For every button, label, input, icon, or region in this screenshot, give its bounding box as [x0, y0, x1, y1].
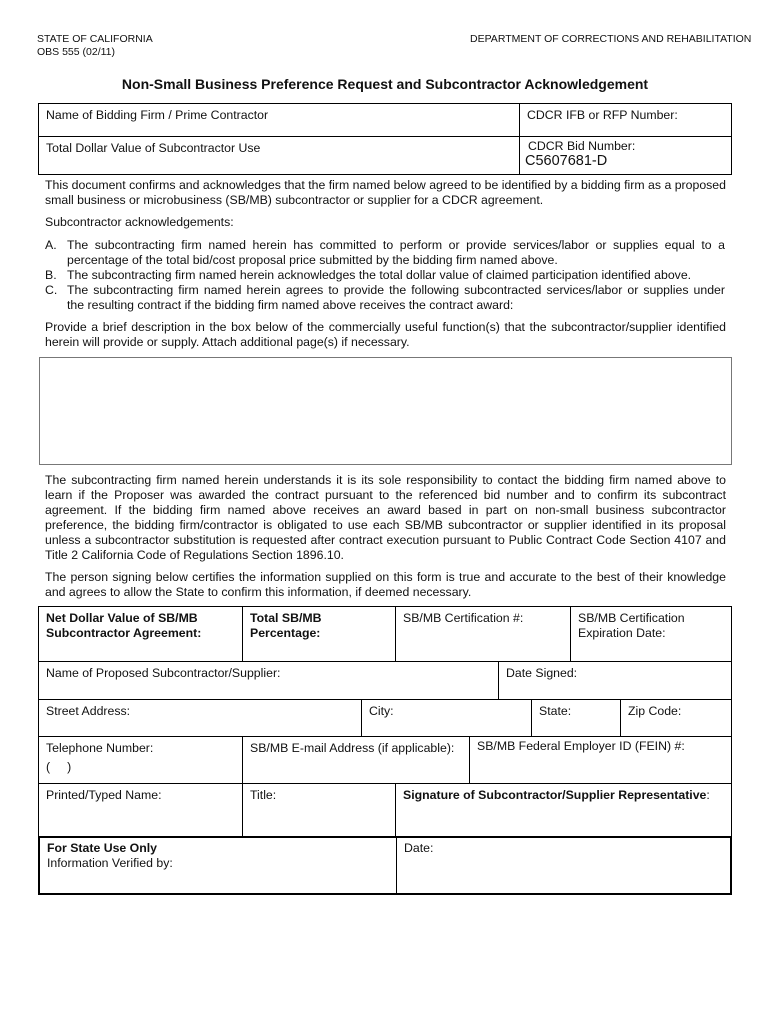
certification-number-field[interactable] — [396, 607, 571, 662]
responsibility-paragraph: The subcontracting firm named herein understands it is its sole responsibility to contact the bidding firm named above to learn if the Proposer was awarded the contract pursuant to the referenced bid number and to confirm its subcontract agreement. If the bidding firm named above receives an award based in part on non-small business subcontractor preference, the bidding firm/contractor is obligated to use each SB/MB subcontractor or supplier identified in its proposal unless a subcontractor substitution is requested after contract execution pursuant to Public Contract Code Section 4107 and Title 2 California Code of Regulations Section 1896.10. — [45, 473, 726, 562]
title-label: Title: — [250, 788, 277, 802]
printed-name-field[interactable] — [39, 784, 243, 837]
state-label: STATE OF CALIFORNIA — [37, 33, 153, 45]
ack-letter: C. — [45, 283, 58, 297]
ack-letter: B. — [45, 268, 57, 282]
total-percentage-label-2: Percentage: — [250, 626, 321, 640]
date-signed-field[interactable] — [499, 662, 731, 700]
state-use-table — [38, 836, 732, 895]
verified-by-label: Information Verified by: — [47, 856, 173, 870]
certify-paragraph: The person signing below certifies the information supplied on this form is true and accurate to the best of their knowledge and agrees to allow the State to confirm this information, if deemed necessary. — [45, 570, 726, 599]
ack-item-a — [45, 238, 726, 268]
ack-text: The subcontracting firm named herein agrees to provide the following subcontracted services/labor or supplies under — [67, 283, 725, 297]
telephone-parens: ( ) — [46, 760, 72, 774]
telephone-field[interactable] — [39, 737, 243, 784]
ack-heading: Subcontractor acknowledgements: — [45, 215, 234, 229]
bid-number-label: CDCR Bid Number: — [528, 139, 636, 153]
ifb-number-field[interactable] — [520, 104, 731, 137]
state-use-field[interactable] — [40, 838, 397, 893]
state-use-date-label: Date: — [404, 841, 434, 855]
top-info-table — [38, 103, 732, 175]
state-use-label: For State Use Only — [47, 841, 158, 855]
ack-item-c — [45, 283, 726, 313]
subcontractor-table — [38, 606, 732, 836]
ack-text: The subcontracting firm named herein acknowledges the total dollar value of claimed participation identified above. — [67, 268, 692, 282]
total-dollar-field[interactable] — [39, 137, 520, 174]
date-signed-label: Date Signed: — [506, 666, 578, 680]
title-field[interactable] — [243, 784, 396, 837]
form-number: OBS 555 (02/11) — [37, 46, 116, 58]
email-field[interactable] — [243, 737, 470, 784]
describe-instruction: Provide a brief description in the box below of the commercially useful function(s) that the subcontractor/supplier identified herein will provide or supply. Attach additional page(s) if necessary. — [45, 320, 726, 349]
city-label: City: — [369, 704, 394, 718]
net-dollar-label-2: Subcontractor Agreement: — [46, 626, 202, 640]
fein-field[interactable] — [470, 737, 731, 784]
total-percentage-label: Total SB/MB — [250, 611, 322, 625]
certification-expiration-field[interactable] — [571, 607, 731, 662]
ack-text-cont: percentage of the total bid/cost proposal price submitted by the bidding firm named above. — [67, 253, 558, 267]
total-percentage-field[interactable] — [243, 607, 396, 662]
street-address-label: Street Address: — [46, 704, 131, 718]
zip-code-label: Zip Code: — [628, 704, 682, 718]
description-box[interactable] — [39, 357, 732, 465]
ack-letter: A. — [45, 238, 57, 252]
signature-colon: : — [706, 788, 710, 802]
state-label: State: — [539, 704, 572, 718]
state-field[interactable] — [532, 700, 621, 737]
email-label: SB/MB E-mail Address (if applicable): — [250, 741, 455, 755]
telephone-label: Telephone Number: — [46, 741, 154, 755]
total-dollar-label: Total Dollar Value of Subcontractor Use — [46, 141, 261, 155]
intro-paragraph: This document confirms and acknowledges that the firm named below agreed to be identified by a bidding firm as a proposed small business or microbusiness (SB/MB) subcontractor or supplier for a CDCR agreement. — [45, 178, 726, 207]
ack-text-cont: the resulting contract if the bidding firm named above receives the contract award: — [67, 298, 514, 312]
subcontractor-name-label: Name of Proposed Subcontractor/Supplier: — [46, 666, 281, 680]
ifb-number-label: CDCR IFB or RFP Number: — [527, 108, 678, 122]
street-address-field[interactable] — [39, 700, 362, 737]
city-field[interactable] — [362, 700, 532, 737]
certification-expiration-label: SB/MB Certification — [578, 611, 685, 625]
certification-number-label: SB/MB Certification #: — [403, 611, 524, 625]
certification-expiration-label-2: Expiration Date: — [578, 626, 666, 640]
subcontractor-name-field[interactable] — [39, 662, 499, 700]
bidding-firm-label: Name of Bidding Firm / Prime Contractor — [46, 108, 269, 122]
zip-code-field[interactable] — [621, 700, 731, 737]
ack-text: The subcontracting firm named herein has committed to perform or provide services/labor or supplies equal to a — [67, 238, 725, 252]
net-dollar-field[interactable] — [39, 607, 243, 662]
signature-label: Signature of Subcontractor/Supplier Representative — [403, 788, 707, 802]
bid-number-value: C5607681-D — [525, 153, 608, 169]
state-use-date-field[interactable] — [397, 838, 730, 893]
signature-field[interactable] — [396, 784, 731, 837]
fein-label: SB/MB Federal Employer ID (FEIN) #: — [477, 739, 685, 753]
form-title: Non-Small Business Preference Request and Subcontractor Acknowledgement — [121, 76, 649, 92]
net-dollar-label: Net Dollar Value of SB/MB — [46, 611, 198, 625]
ack-item-b — [45, 268, 726, 283]
bid-number-field[interactable] — [520, 137, 731, 174]
department-label: DEPARTMENT OF CORRECTIONS AND REHABILITATION — [470, 33, 752, 45]
printed-name-label: Printed/Typed Name: — [46, 788, 162, 802]
bidding-firm-field[interactable] — [39, 104, 520, 137]
